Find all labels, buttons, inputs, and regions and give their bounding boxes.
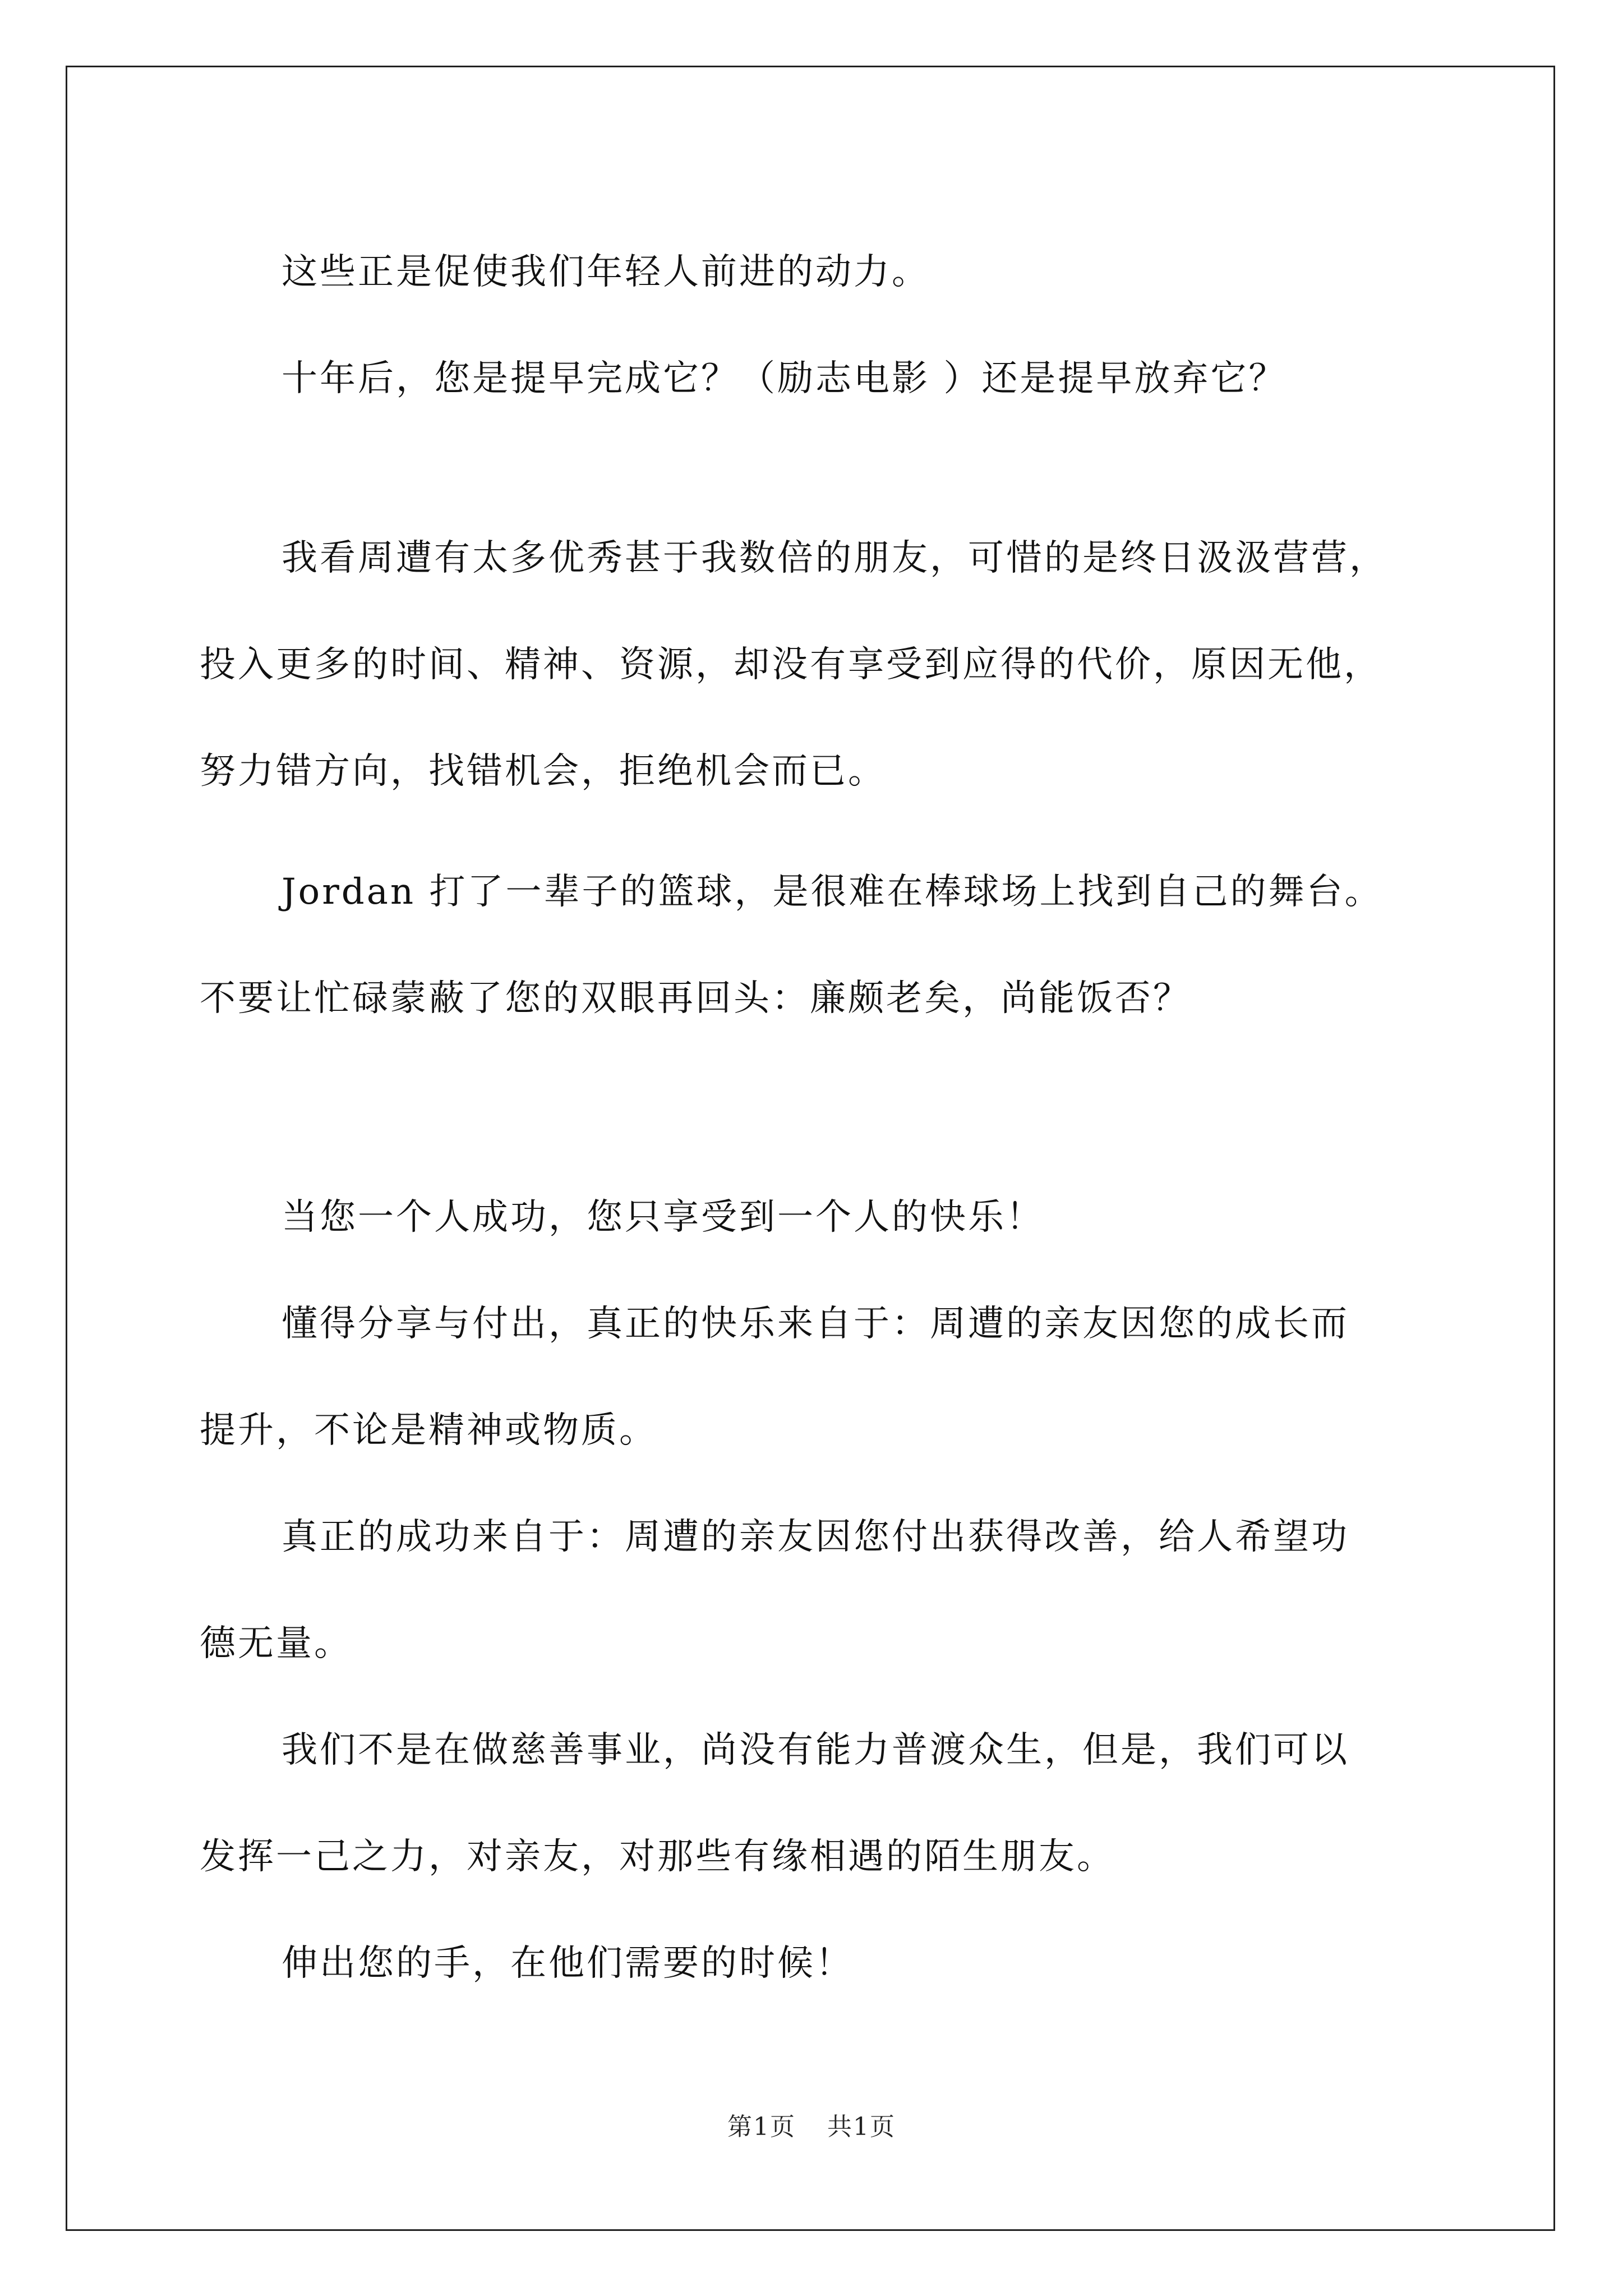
paragraph-1 [200,219,1433,325]
page-number-current: 第1页 [727,2113,796,2141]
paragraph-line: Jordan 打了一辈子的篮球，是很难在棒球场上找到自己的舞台。 [282,871,1383,913]
page-number-total: 共1页 [827,2113,896,2141]
paragraph-line: 十年后，您是提早完成它？（励志电影 ）还是提早放弃它？ [282,358,1287,399]
paragraph-5 [200,1164,1433,1271]
paragraph-4 [200,839,1433,1052]
paragraph-3 [200,505,1433,825]
paragraph-line: 德无量。 [200,1623,352,1664]
page-footer [0,2106,1623,2142]
paragraph-line: 当您一个人成功，您只享受到一个人的快乐！ [282,1197,1044,1238]
paragraph-8 [200,1697,1433,1910]
paragraph-7 [200,1484,1433,1697]
paragraph-line: 努力错方向，找错机会，拒绝机会而已。 [200,751,886,792]
paragraph-6 [200,1271,1433,1484]
paragraph-line: 发挥一己之力，对亲友，对那些有缘相遇的陌生朋友。 [200,1836,1115,1878]
paragraph-9 [200,1910,1433,2017]
paragraph-line: 我看周遭有太多优秀甚于我数倍的朋友，可惜的是终日汲汲营营， [282,537,1387,579]
paragraph-line: 真正的成功来自于：周遭的亲友因您付出获得改善，给人希望功 [282,1516,1349,1558]
paragraph-line: 我们不是在做慈善事业，尚没有能力普渡众生，但是，我们可以 [282,1729,1349,1771]
paragraph-line: 提升，不论是精神或物质。 [200,1410,657,1451]
paragraph-line: 投入更多的时间、精神、资源，却没有享受到应得的代价，原因无他， [200,644,1382,685]
paragraph-2 [200,325,1433,432]
paragraph-line: 懂得分享与付出，真正的快乐来自于：周遭的亲友因您的成长而 [282,1303,1349,1345]
paragraph-line: 不要让忙碌蒙蔽了您的双眼再回头：廉颇老矣，尚能饭否？ [200,978,1191,1019]
paragraph-line: 这些正是促使我们年轻人前进的动力。 [282,251,930,293]
paragraph-line: 伸出您的手，在他们需要的时候！ [282,1943,854,1984]
